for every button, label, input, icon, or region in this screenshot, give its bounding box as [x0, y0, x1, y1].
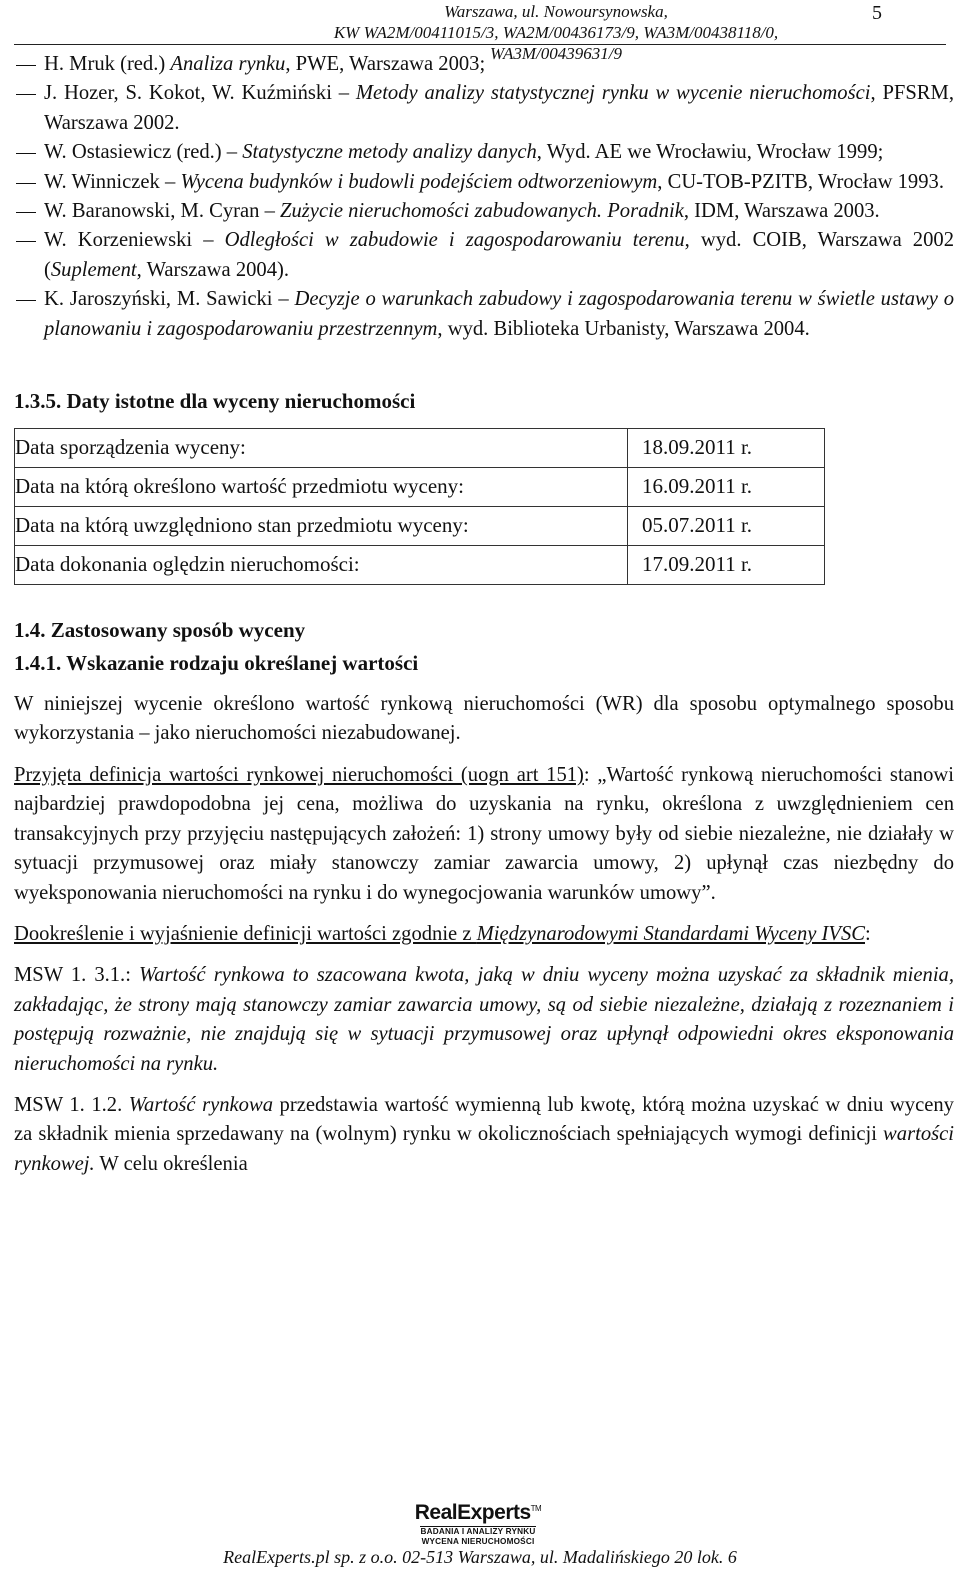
header-rule: [14, 44, 946, 45]
header-address: Warszawa, ul. Nowoursynowska,: [444, 2, 668, 21]
table-row: [15, 468, 825, 507]
logo-tagline-1: BADANIA I ANALIZY RYNKU: [420, 1527, 536, 1536]
paragraph-scope: W niniejszej wycenie określono wartość rynkową nieruchomości (WR) dla sposobu optymalnego sposobu wykorzystania – jako nieruchomości niezabudowanej.: [14, 693, 954, 745]
page-header: [0, 0, 960, 63]
page-number: 5: [872, 2, 882, 24]
paragraph-ivsc-intro: Dookreślenie i wyjaśnienie definicji wartości zgodnie z Międzynarodowymi Standardami Wyceny IVSC:: [14, 922, 871, 945]
bibliography-list: [14, 50, 954, 344]
logo-trademark: TM: [530, 1504, 542, 1513]
table-cell-label: Data na którą uwzględniono stan przedmiotu wyceny:: [15, 507, 628, 546]
table-cell-label: Data dokonania oględzin nieruchomości:: [15, 546, 628, 585]
paragraph-msw-131: MSW 1. 3.1.: Wartość rynkowa to szacowana kwota, jaką w dniu wyceny można uzyskać za składnik mienia, zakładając, że strony mają stanowczy zamiar zawarcia umowy, są od siebie niezależne, działają z rozeznaniem i postępują rozważnie, nie znajdują się w sytuacji przymusowej oraz upłynął odpowiedni okres eksponowania nieruchomości na rynku.: [14, 964, 954, 1075]
list-item: J. Hozer, S. Kokot, W. Kuźmiński – Metody analizy statystycznej rynku w wycenie nieruchomości, PFSRM, Warszawa 2002.: [44, 82, 954, 134]
dates-table: [14, 428, 825, 585]
page-content: [14, 50, 954, 1179]
table-cell-value: 16.09.2011 r.: [628, 468, 825, 507]
paragraph-msw-112: MSW 1. 1.2. Wartość rynkowa przedstawia wartość wymienną lub kwotę, którą można uzyskać w dniu wyceny za składnik mienia sprzedawany na (wolnym) rynku w okolicznościach spełniających wymogi definicji wartości rynkowej. W celu określenia: [14, 1093, 954, 1175]
table-cell-value: 18.09.2011 r.: [628, 429, 825, 468]
list-item: W. Ostasiewicz (red.) – Statystyczne metody analizy danych, Wyd. AE we Wrocławiu, Wrocław 1999;: [44, 141, 884, 164]
realexperts-logo: [398, 1498, 558, 1546]
table-row: [15, 429, 825, 468]
list-item: W. Korzeniewski – Odległości w zabudowie i zagospodarowaniu terenu, wyd. COIB, Warszawa 2002 (Suplement, Warszawa 2004).: [44, 229, 954, 281]
table-cell-label: Data sporządzenia wyceny:: [15, 429, 628, 468]
list-item: W. Winniczek – Wycena budynków i budowli podejściem odtworzeniowym, CU-TOB-PZITB, Wrocław 1993.: [44, 170, 944, 193]
table-cell-value: 05.07.2011 r.: [628, 507, 825, 546]
table-row: [15, 507, 825, 546]
section-heading-value-type: 1.4.1. Wskazanie rodzaju określanej wartości: [14, 651, 419, 676]
logo-name: RealExperts: [414, 1501, 531, 1524]
section-heading-dates: 1.3.5. Daty istotne dla wyceny nieruchomości: [14, 389, 416, 414]
paragraph-definition: Przyjęta definicja wartości rynkowej nieruchomości (uogn art 151): „Wartość rynkową nieruchomości stanowi najbardziej prawdopodobna jej cena, możliwa do uzyskania na rynku, określona z uwzględnieniem cen transakcyjnych przy przyjęciu następujących założeń: 1) strony umowy były od siebie niezależne, nie działały w sytuacji przymusowej oraz miały stanowczy zamiar zawarcia umowy, 2) upłynął czas niezbędny do wyeksponowania nieruchomości na rynku i do wynegocjowania warunków umowy”.: [14, 763, 954, 904]
page-footer: [0, 1496, 960, 1569]
logo-tagline-2: WYCENA NIERUCHOMOŚCI: [421, 1537, 535, 1546]
section-heading-method: 1.4. Zastosowany sposób wyceny: [14, 618, 306, 643]
header-land-registry: KW WA2M/00411015/3, WA2M/00436173/9, WA3M/00438118/0, WA3M/00439631/9: [333, 23, 779, 63]
list-item: W. Baranowski, M. Cyran – Zużycie nieruchomości zabudowanych. Poradnik, IDM, Warszawa 2003.: [44, 200, 880, 223]
table-row: [15, 546, 825, 585]
footer-address: RealExperts.pl sp. z o.o. 02-513 Warszawa, ul. Madalińskiego 20 lok. 6: [223, 1547, 737, 1567]
table-cell-value: 17.09.2011 r.: [628, 546, 825, 585]
list-item: H. Mruk (red.) Analiza rynku, PWE, Warszawa 2003;: [44, 53, 486, 75]
list-item: K. Jaroszyński, M. Sawicki – Decyzje o warunkach zabudowy i zagospodarowania terenu w świetle ustawy o planowaniu i zagospodarowaniu przestrzennym, wyd. Biblioteka Urbanisty, Warszawa 2004.: [44, 288, 954, 340]
table-cell-label: Data na którą określono wartość przedmiotu wyceny:: [15, 468, 628, 507]
